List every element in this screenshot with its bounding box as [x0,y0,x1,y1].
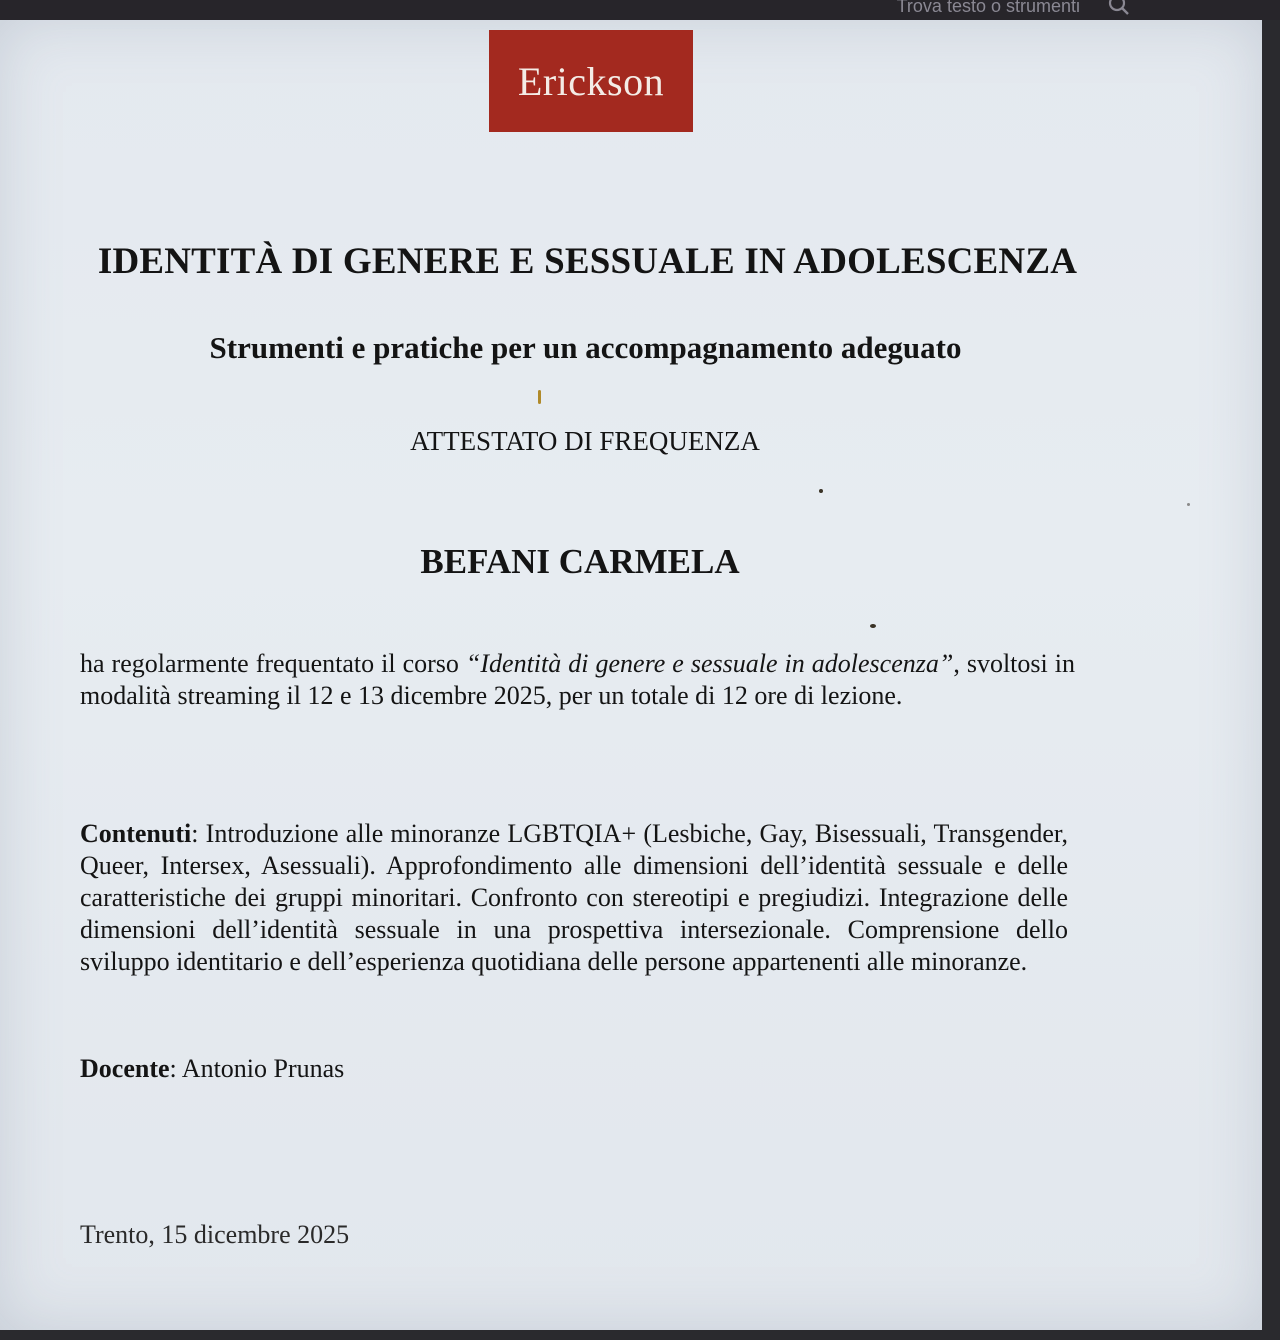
place-date: Trento, 15 dicembre 2025 [80,1220,350,1249]
attendance-details: , svoltosi in modalità streaming il 12 e 13 dicembre 2025, per un totale di 12 ore di lezione. [80,649,1075,710]
dust-speck [819,489,823,493]
attendance-course-title: “Identità di genere e sessuale in adolescenza” [465,649,954,678]
teacher-line [80,1054,344,1084]
viewer-toolbar [0,0,1280,22]
screen-bezel-right [1262,20,1280,1340]
attendance-paragraph [80,648,1075,712]
search-icon[interactable] [1108,0,1130,16]
contents-label: Contenuti [80,819,192,848]
recipient-name: BEFANI CARMELA [420,542,740,581]
logo-text: Erickson [517,58,665,104]
teacher-label: Docente [80,1054,170,1083]
search-input[interactable]: Trova testo o strumenti [896,0,1080,16]
document-type: ATTESTATO DI FREQUENZA [410,426,760,456]
course-title: IDENTITÀ DI GENERE E SESSUALE IN ADOLESCENZA [97,241,1078,282]
dust-speck [1187,503,1190,506]
erickson-logo [489,30,693,132]
dust-speck [870,624,876,628]
contents-text: : Introduzione alle minoranze LGBTQIA+ (Lesbiche, Gay, Bisessuali, Transgender, Queer, Intersex, Asessuali). Approfondimento alle dimensioni dell’identità sessuale e delle caratteristiche dei gruppi minoritari. Confronto con stereotipi e pregiudizi. Integrazione delle dimensioni dell’identità sessuale in una prospettiva intersezionale. Comprensione dello sviluppo identitario e dell’esperienza quotidiana delle persone appartenenti alle minoranze. [80,819,1068,976]
attendance-lead: ha regolarmente frequentato il corso [80,649,466,678]
dust-speck [538,390,541,404]
course-subtitle: Strumenti e pratiche per un accompagnamento adeguato [209,330,962,365]
teacher-name: : Antonio Prunas [169,1054,345,1083]
contents-paragraph [80,818,1068,978]
screen-bezel-bottom [0,1330,1280,1340]
